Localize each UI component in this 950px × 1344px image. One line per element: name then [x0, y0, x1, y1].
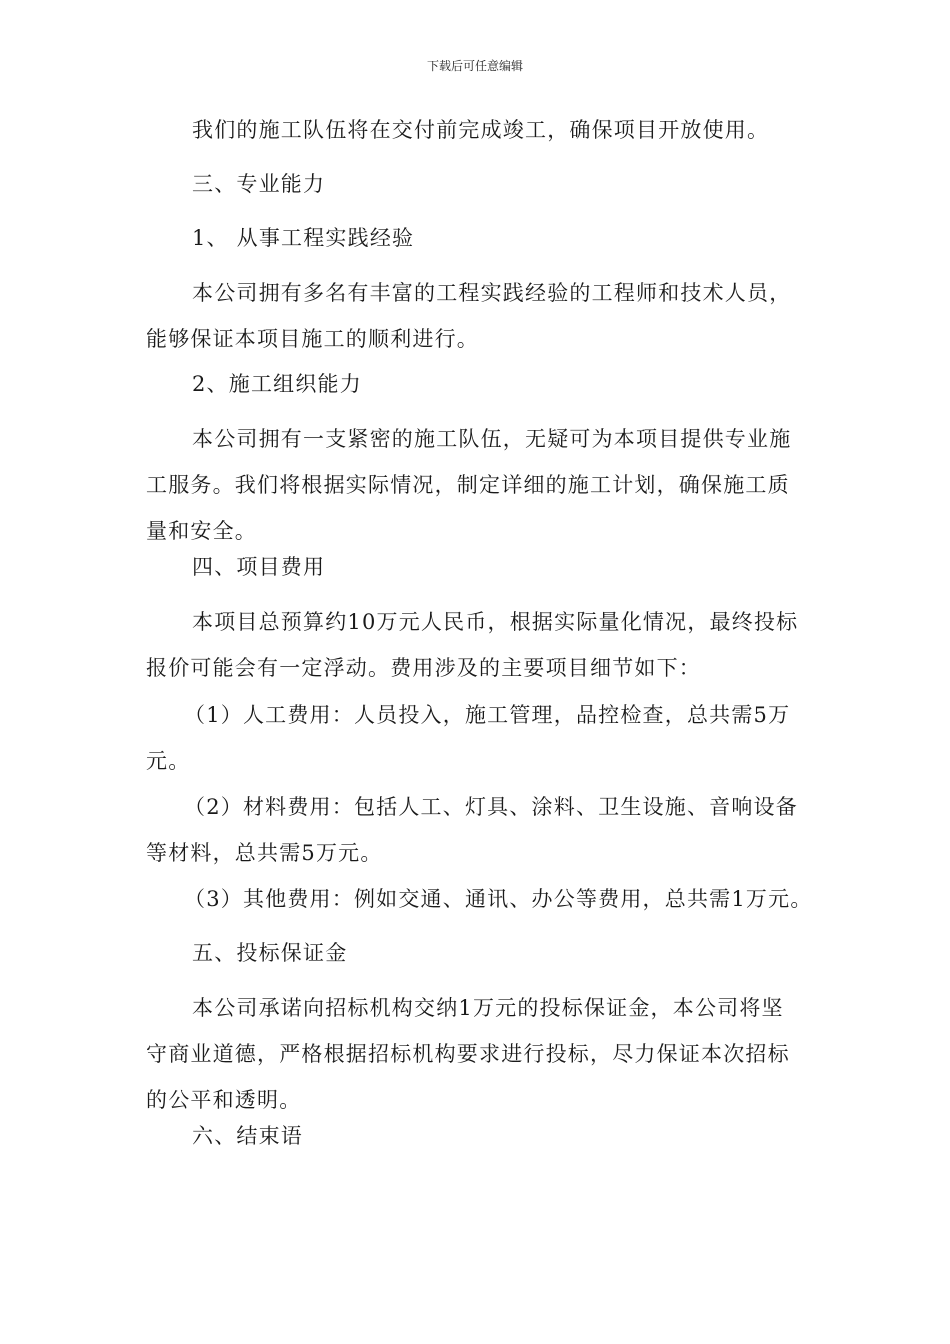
- section-heading: [146, 544, 826, 590]
- section-heading: [146, 161, 826, 207]
- text-line: 1、 从事工程实践经验: [192, 226, 415, 250]
- cost-item: [146, 692, 826, 784]
- text-line: 的公平和透明。: [146, 1088, 302, 1112]
- paragraph: [146, 107, 826, 153]
- text-line: （2）材料费用：包括人工、灯具、涂料、卫生设施、音响设备: [184, 795, 798, 819]
- text-line: 能够保证本项目施工的顺利进行。: [146, 327, 479, 351]
- page-header: 下载后可任意编辑: [426, 59, 523, 73]
- text-line: 四、项目费用: [192, 555, 326, 579]
- text-line: 元。: [146, 749, 191, 773]
- text-line: 本公司承诺向招标机构交纳1万元的投标保证金，本公司将坚: [192, 996, 784, 1020]
- text-line: 五、投标保证金: [192, 941, 348, 965]
- paragraph: [146, 985, 826, 1123]
- text-line: （1）人工费用：人员投入，施工管理，品控检查，总共需5万: [184, 703, 791, 727]
- text-line: 三、专业能力: [192, 172, 326, 196]
- section-heading: [146, 1113, 826, 1159]
- cost-item: [146, 876, 826, 922]
- text-line: 工服务。我们将根据实际情况，制定详细的施工计划，确保施工质: [146, 473, 790, 497]
- text-line: 我们的施工队伍将在交付前完成竣工，确保项目开放使用。: [192, 118, 770, 142]
- text-line: （3）其他费用：例如交通、通讯、办公等费用，总共需1万元。: [184, 887, 813, 911]
- text-line: 本公司拥有一支紧密的施工队伍，无疑可为本项目提供专业施: [192, 427, 792, 451]
- subsection-heading: [146, 215, 826, 261]
- text-line: 六、结束语: [192, 1124, 303, 1148]
- text-line: 报价可能会有一定浮动。费用涉及的主要项目细节如下：: [146, 656, 701, 680]
- text-line: 量和安全。: [146, 519, 257, 543]
- text-line: 2、施工组织能力: [192, 372, 362, 396]
- text-line: 本公司拥有多名有丰富的工程实践经验的工程师和技术人员，: [192, 281, 792, 305]
- paragraph: [146, 416, 826, 554]
- subsection-heading: [146, 361, 826, 407]
- paragraph: [146, 599, 826, 691]
- text-line: 本项目总预算约10万元人民币，根据实际量化情况，最终投标: [192, 610, 799, 634]
- section-heading: [146, 930, 826, 976]
- text-line: 等材料，总共需5万元。: [146, 841, 383, 865]
- text-line: 守商业道德，严格根据招标机构要求进行投标，尽力保证本次招标: [146, 1042, 790, 1066]
- paragraph: [146, 270, 826, 362]
- cost-item: [146, 784, 826, 876]
